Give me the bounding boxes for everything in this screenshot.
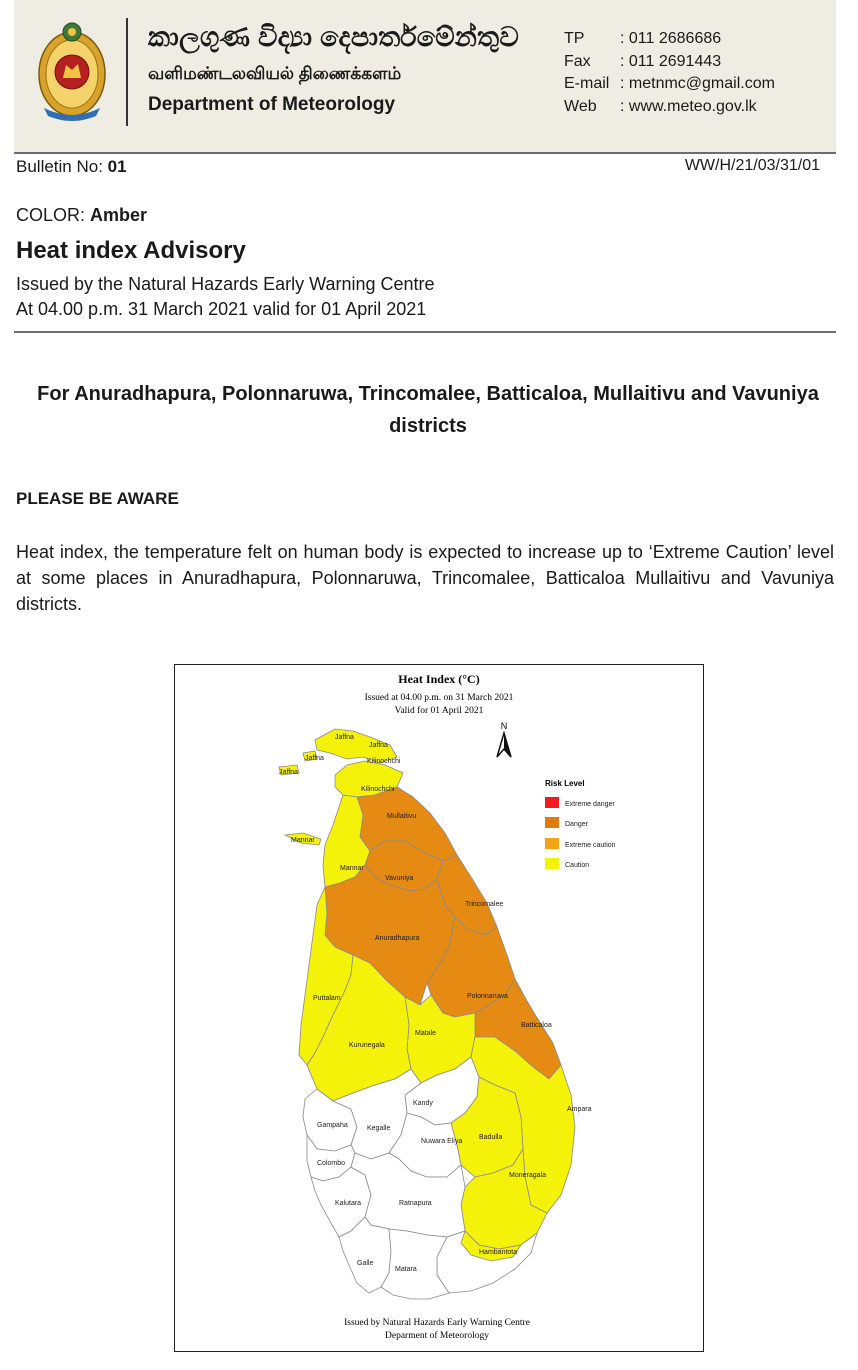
north-label: N	[500, 721, 508, 731]
contact-key: Fax	[564, 52, 591, 70]
legend-title: Risk Level	[545, 779, 585, 788]
map-legend	[545, 779, 616, 869]
label-ampara: Ampara	[567, 1106, 592, 1113]
label-jaffna: Jaffna	[369, 742, 388, 749]
sri-lanka-emblem-icon	[36, 18, 108, 122]
map-subtitle-issued: Issued at 04.00 p.m. on 31 March 2021	[364, 693, 514, 703]
label-mullaitivu: Mullaitivu	[387, 813, 417, 820]
label-matale: Matale	[415, 1030, 437, 1037]
label-jaffna: Jaffna	[335, 734, 354, 741]
contact-value: : www.meteo.gov.lk	[620, 97, 757, 115]
label-jaffna: Jaffna	[279, 769, 298, 776]
label-trincomalee: Trincomalee	[465, 901, 504, 908]
map-footer-issued: Issued by Natural Hazards Early Warning Centre	[344, 1318, 530, 1328]
legend-swatch	[545, 858, 559, 869]
map-footer-department: Deparment of Meteorology	[385, 1331, 489, 1341]
heat-index-map	[174, 664, 704, 1352]
contact-row	[564, 96, 775, 119]
legend-item-extreme-danger	[545, 797, 615, 808]
label-mannar: Mannar	[291, 837, 315, 844]
label-polonnaruwa: Polonnaruwa	[467, 993, 508, 1000]
legend-item-extreme-caution	[545, 838, 616, 849]
org-name-english: Department of Meteorology	[148, 94, 396, 115]
bulletin-value: 01	[107, 157, 127, 176]
label-ratnapura: Ratnapura	[399, 1200, 432, 1207]
legend-swatch	[545, 817, 559, 828]
legend-label: Danger	[565, 821, 588, 828]
legend-item-caution	[545, 858, 589, 869]
section-divider	[14, 331, 836, 333]
color-label: COLOR:	[16, 205, 86, 225]
contact-key: E-mail	[564, 75, 610, 92]
label-badulla: Badulla	[479, 1134, 503, 1141]
label-kilinochchi: Kilinochchi	[361, 786, 395, 793]
label-galle: Galle	[357, 1260, 374, 1267]
contact-row	[564, 28, 775, 51]
label-moneragala: Moneragala	[509, 1172, 546, 1179]
label-kilinochchi: Kilinochchi	[367, 758, 401, 765]
label-kurunegala: Kurunegala	[349, 1042, 385, 1049]
label-puttalam: Puttalam	[313, 995, 341, 1002]
label-colombo: Colombo	[317, 1160, 346, 1167]
legend-item-danger	[545, 817, 589, 828]
issued-block	[16, 272, 435, 322]
contact-row	[564, 51, 775, 74]
map-title: Heat Index (°C)	[398, 672, 480, 686]
org-name-tamil: வளிமண்டலவியல் திணைக்களம்	[148, 64, 402, 83]
legend-label: Caution	[565, 862, 590, 869]
north-arrow-icon	[497, 721, 511, 757]
districts-heading: For Anuradhapura, Polonnaruwa, Trincomalee, Batticaloa, Mullaitivu and Vavuniya districts	[37, 383, 819, 437]
bulletin-number	[16, 157, 127, 177]
map-subtitle-valid: Valid for 01 April 2021	[394, 706, 484, 716]
header-divider	[126, 18, 128, 126]
contact-key: Web	[564, 97, 597, 115]
contact-value: : metnmc@gmail.com	[620, 75, 775, 92]
label-jaffna: Jaffna	[305, 755, 324, 762]
contact-block	[564, 28, 775, 118]
contact-key: TP	[564, 30, 585, 47]
issued-by: Issued by the Natural Hazards Early Warning Centre	[16, 274, 435, 294]
letterhead	[14, 0, 836, 154]
bulletin-label: Bulletin No:	[16, 157, 103, 176]
color-value: Amber	[90, 205, 148, 225]
issued-at: At 04.00 p.m. 31 March 2021 valid for 01 April 2021	[16, 299, 427, 319]
label-kegalle: Kegalle	[367, 1125, 391, 1132]
contact-value: : 011 2691443	[620, 52, 722, 70]
label-nuwara-eliya: Nuwara Eliya	[421, 1138, 463, 1145]
aware-heading: PLEASE BE AWARE	[16, 489, 179, 508]
map-canvas	[175, 665, 703, 1351]
island-map	[279, 729, 575, 1299]
label-matara: Matara	[395, 1266, 417, 1273]
label-kandy: Kandy	[413, 1100, 433, 1107]
label-gampaha: Gampaha	[317, 1122, 348, 1129]
legend-swatch	[545, 838, 559, 849]
legend-swatch	[545, 797, 559, 808]
bulletin-reference: WW/H/21/03/31/01	[684, 157, 820, 174]
advisory-paragraph: Heat index, the temperature felt on human body is expected to increase up to ‘Extreme Caution’ level at some places in Anuradhapura, Polonnaruwa, Trincomalee, Batticaloa Mullaitivu and Vavuniya districts.	[16, 542, 834, 614]
org-name-sinhala: කාලගුණ විද්‍යා දෙපාර්තමේන්තුව	[148, 22, 520, 52]
color-level	[16, 205, 147, 226]
label-batticaloa: Batticaloa	[521, 1022, 552, 1029]
label-vavuniya: Vavuniya	[385, 875, 414, 882]
label-kalutara: Kalutara	[335, 1200, 362, 1207]
label-mannar: Mannar	[340, 865, 364, 872]
legend-label: Extreme caution	[565, 842, 616, 849]
contact-value: : 011 2686686	[620, 30, 722, 47]
label-anuradhapura: Anuradhapura	[375, 935, 420, 942]
contact-row	[564, 73, 775, 96]
advisory-title: Heat index Advisory	[16, 237, 246, 264]
legend-label: Extreme danger	[565, 801, 615, 808]
label-hambantota: Hambantota	[479, 1249, 518, 1256]
